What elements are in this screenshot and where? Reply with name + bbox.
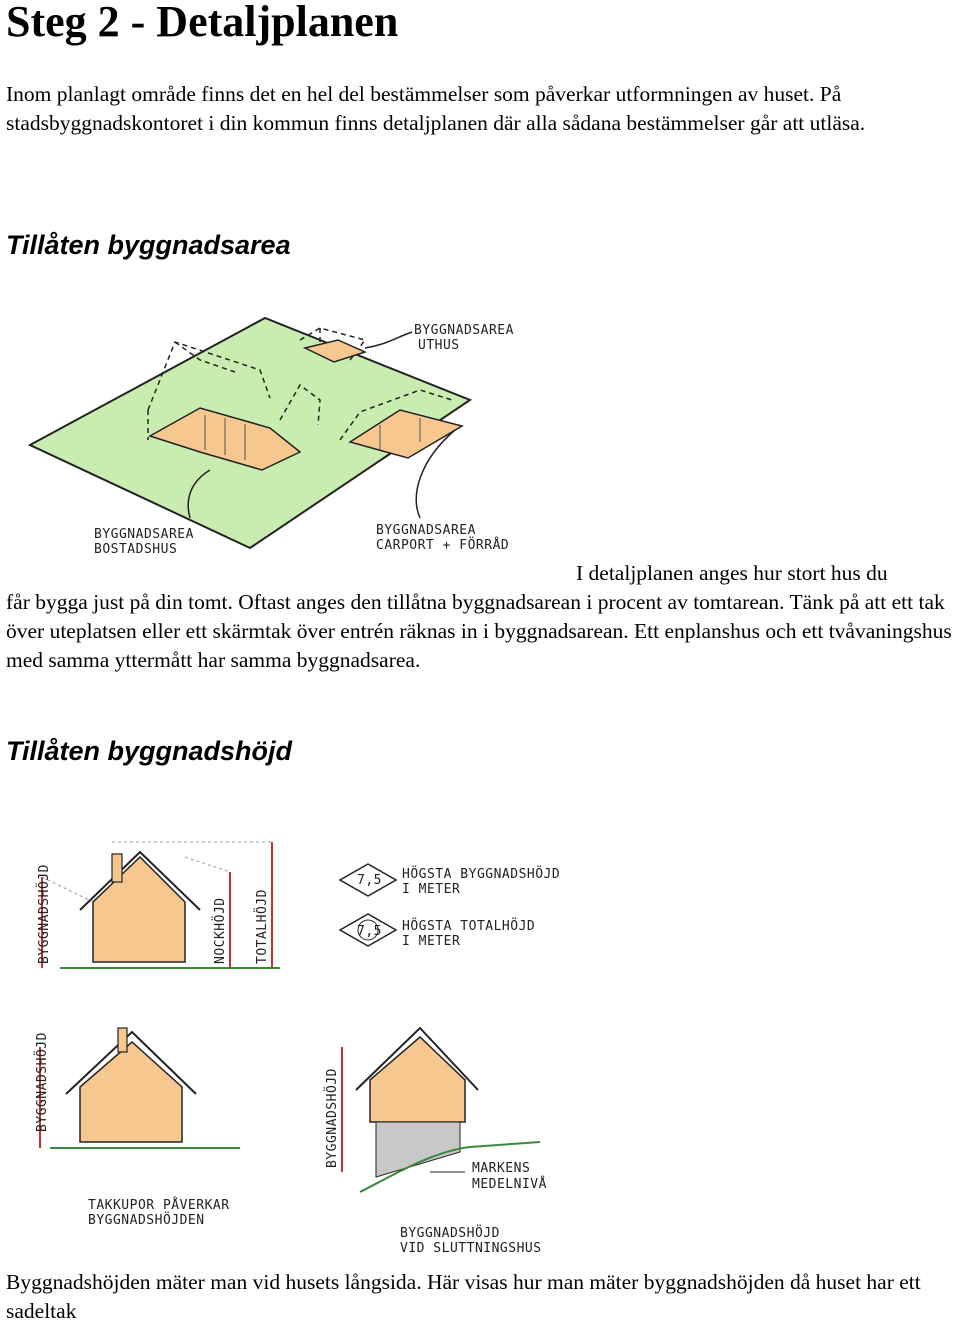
label-uthus-1: BYGGNADSAREA [414, 323, 514, 338]
house-saddle-roof [60, 852, 280, 968]
svg-text:7,5: 7,5 [357, 924, 382, 939]
label-byggnadshojd-b: BYGGNADSHÖJD [35, 1032, 50, 1132]
height-caption-paragraph: Byggnadshöjden mäter man vid husets långsida. Här visas hur man mäter byggnadshöjden då huset har ett sadeltak [6, 1270, 921, 1323]
label-carport-2: CARPORT + FÖRRÅD [376, 538, 510, 553]
legend-totalhojd-2: I METER [402, 934, 461, 949]
label-uthus-2: UTHUS [418, 338, 460, 353]
label-byggnadshojd-c: BYGGNADSHÖJD [325, 1068, 340, 1168]
label-markens-2: MEDELNIVÅ [472, 1177, 547, 1192]
svg-text:7,5: 7,5 [357, 873, 382, 888]
intro-paragraph: Inom planlagt område finns det en hel del bestämmelser som påverkar utformningen av huset. På stadsbyggnadskontoret i din kommun finns detaljplanen där alla sådana bestämmelser går att utläsa. [6, 82, 866, 135]
label-nockhojd: NOCKHÖJD [213, 897, 228, 964]
label-bostadshus-2: BOSTADSHUS [94, 542, 178, 557]
label-totalhojd: TOTALHÖJD [255, 889, 270, 964]
page-title: Steg 2 - Detaljplanen [6, 0, 399, 46]
section-heading-byggnadshojd: Tillåten byggnadshöjd [6, 736, 293, 766]
label-bostadshus-1: BYGGNADSAREA [94, 527, 194, 542]
building-height-illustration [0, 832, 600, 1262]
legend-totalhojd-1: HÖGSTA TOTALHÖJD [402, 919, 536, 934]
symbol-totalhojd [340, 914, 396, 946]
building-area-illustration [0, 300, 580, 562]
area-caption-first-line: I detaljplanen anges hur stort hus du [576, 561, 888, 585]
label-takkupor-2: BYGGNADSHÖJDEN [88, 1213, 205, 1228]
symbol-byggnadshojd [340, 864, 396, 896]
house-with-dormers [50, 1028, 240, 1148]
area-caption-paragraph: får bygga just på din tomt. Oftast anges den tillåtna byggnadsarean i procent av tomtarean. Tänk på att ett tak över uteplatsen eller ett skärmtak över entrén räknas in i byggnadsarean. Ett enplanshus och ett tvåvaningshus med samma yttermått har samma byggnadsarea. [6, 590, 952, 672]
legend-byggnadshojd-1: HÖGSTA BYGGNADSHÖJD [402, 867, 561, 882]
legend-byggnadshojd-2: I METER [402, 882, 461, 897]
label-sluttning-1: BYGGNADSHÖJD [400, 1226, 500, 1241]
label-byggnadshojd-a: BYGGNADSHÖJD [37, 864, 52, 964]
label-sluttning-2: VID SLUTTNINGSHUS [400, 1241, 542, 1256]
label-takkupor-1: TAKKUPOR PÅVERKAR [88, 1198, 230, 1213]
label-markens-1: MARKENS [472, 1161, 531, 1176]
label-carport-1: BYGGNADSAREA [376, 523, 476, 538]
section-heading-byggnadsarea: Tillåten byggnadsarea [6, 230, 291, 260]
